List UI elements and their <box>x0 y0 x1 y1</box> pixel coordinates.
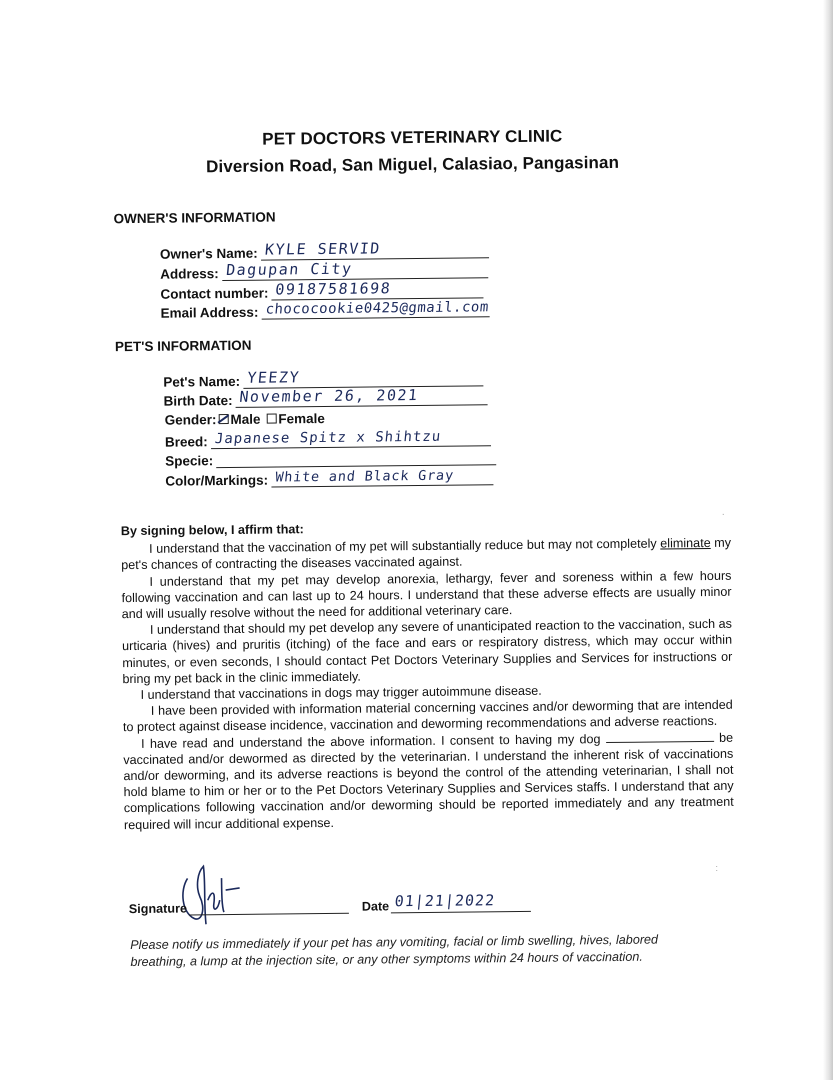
gender-label: Gender: <box>164 412 217 428</box>
date-label: Date <box>361 899 390 914</box>
affirmation-block <box>121 517 734 833</box>
specie-field[interactable] <box>165 446 496 468</box>
affirmation-paragraph-3: I understand that should my pet develop any severe of unanticipated reaction to the vaccination, such as urticaria (hives) and pruritis (itching) of the face and ears or respiratory distress, which may occur within minutes, or even seconds, I should contact Pet Doctors Veterinary Supplies and Services for instructions or bring my pet back in the clinic immediately. <box>122 616 733 686</box>
male-label: Male <box>230 411 261 427</box>
gender-field <box>165 411 325 428</box>
affirmation-paragraph-5: I have been provided with information material concerning vaccines and/or deworming that are intended to protect against disease incidence, vaccination and deworming recommendations and adverse reactions. <box>122 697 733 735</box>
breed-label: Breed: <box>164 434 208 450</box>
email-line <box>261 298 489 319</box>
handwritten-signature <box>175 860 266 931</box>
female-checkbox[interactable] <box>266 413 276 423</box>
color-markings-label: Color/Markings: <box>165 472 269 489</box>
p1-underlined-word: eliminate <box>660 536 711 551</box>
owner-address-field[interactable] <box>160 259 488 281</box>
birth-date-line <box>235 386 487 408</box>
pet-name-value: YEEZY <box>246 368 301 387</box>
birth-date-label: Birth Date: <box>163 392 233 409</box>
specie-label: Specie: <box>165 453 214 469</box>
p6-text-b: be vaccinated and/or dewormed as directed by the veterinarian. I understand the inherent risk of vaccinations and/or deworming, and its adverse reactions is beyond the control of the attending veterinarian, I shall not hold blame to him or her or to the Pet Doctors Veterinary Supplies and Services staffs. I understand that any complications following vaccination and/or deworming should be reported immediately and any treatment required will incur additional expense. <box>123 730 734 832</box>
owner-address-label: Address: <box>160 266 219 282</box>
signature-field[interactable] <box>129 897 349 916</box>
clinic-address: Diversion Road, San Miguel, Calasiao, Pangasinan <box>206 152 620 177</box>
male-checkbox[interactable] <box>218 414 228 424</box>
birth-date-field[interactable] <box>163 386 487 408</box>
contact-number-label: Contact number: <box>160 285 269 302</box>
birth-date-value: November 26, 2021 <box>238 385 420 406</box>
date-field[interactable] <box>362 892 531 914</box>
owner-name-label: Owner's Name: <box>159 245 258 262</box>
owner-name-field[interactable] <box>160 239 489 261</box>
pet-section-title: PET'S INFORMATION <box>114 337 252 355</box>
clinic-name: PET DOCTORS VETERINARY CLINIC <box>262 126 563 149</box>
color-markings-field[interactable] <box>165 466 493 488</box>
breed-value: Japanese Spitz x Shihtzu <box>213 428 442 448</box>
contact-number-value: 09187581698 <box>274 279 393 299</box>
p6-text-a: I have read and understand the above information. I consent to having my dog <box>141 731 601 751</box>
affirmation-paragraph-2: I understand that my pet may develop anorexia, lethargy, fever and soreness within a few hours following vaccination and can last up to 24 hours. I understand that these adverse effects are usually minor and will usually resolve without the need for additional veterinary care. <box>121 568 732 622</box>
owner-address-value: Dagupan City <box>224 259 353 280</box>
owner-name-line <box>261 239 489 260</box>
specie-line <box>216 446 496 468</box>
scan-mark: · <box>721 508 725 519</box>
affirmation-paragraph-6 <box>123 729 734 833</box>
p1-text-b: my pet's chances of contracting the diseases vaccinated against. <box>121 535 732 573</box>
female-label: Female <box>278 410 325 427</box>
color-markings-value: White and Black Gray <box>274 467 455 486</box>
email-label: Email Address: <box>160 304 259 321</box>
affirmation-paragraph-4: I understand that vaccinations in dogs may trigger autoimmune disease. <box>140 683 542 702</box>
date-value: 01|21|2022 <box>394 891 497 911</box>
contact-number-line <box>271 279 483 300</box>
signature-label: Signature <box>128 901 188 917</box>
p1-text-a: I understand that the vaccination of my pet will substantially reduce but may not completely <box>149 536 657 557</box>
email-value: chococookie0425@gmail.com <box>264 299 490 318</box>
owner-name-value: KYLE SERVID <box>263 239 382 259</box>
date-line <box>391 892 531 913</box>
pet-name-label: Pet's Name: <box>163 373 241 390</box>
email-field[interactable] <box>160 298 489 320</box>
dog-name-blank[interactable] <box>606 730 714 743</box>
owner-section-title: OWNER'S INFORMATION <box>113 209 276 227</box>
scan-edge-shadow <box>823 0 833 1080</box>
post-vaccination-note: Please notify us immediately if your pet has any vomiting, facial or limb swelling, hives, labored breathing, a lump at the injection site, or any other symptoms within 24 hours of vaccination. <box>130 932 659 970</box>
scan-mark: : <box>715 862 719 873</box>
signature-line <box>189 897 349 916</box>
affirmation-lead: By signing below, I affirm that: <box>120 522 304 539</box>
owner-address-line <box>222 259 488 281</box>
color-markings-line <box>271 466 493 487</box>
